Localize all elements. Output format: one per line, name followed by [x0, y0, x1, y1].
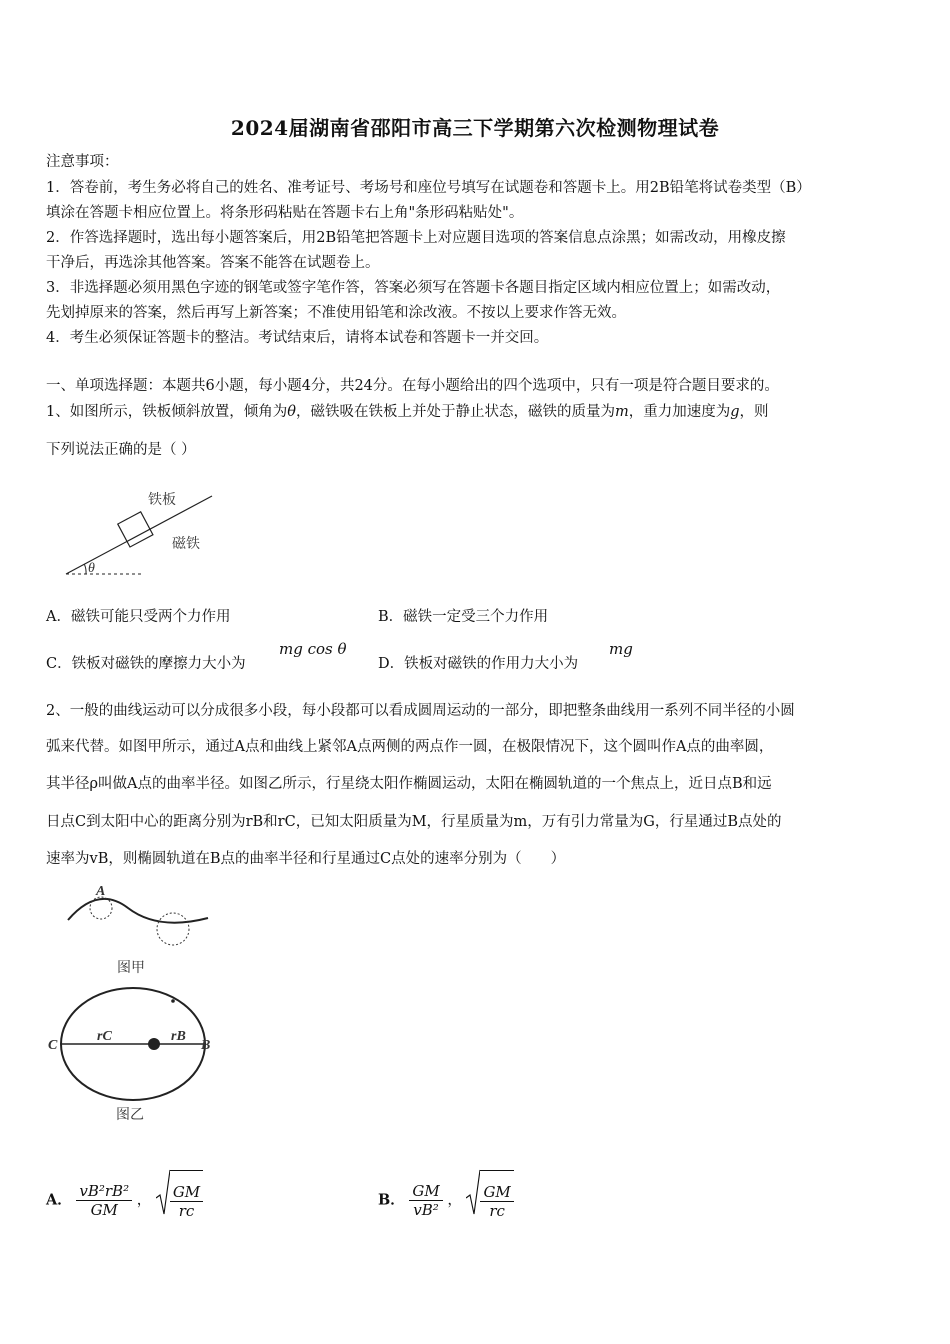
question-2-stem: 2、一般的曲线运动可以分成很多小段，每小段都可以看成圆周运动的一部分，即把整条曲线用一系列不同半径的小圆 — [46, 703, 795, 719]
angle-label: θ — [88, 561, 95, 576]
question-1-stem — [46, 402, 769, 422]
fraction-denominator: GM — [90, 1201, 118, 1219]
large-curvature-circle — [157, 913, 189, 945]
notice-line: 1．答卷前，考生务必将自己的姓名、准考证号、考场号和座位号填写在试题卷和答题卡上。用2B铅笔将试卷类型（B） — [46, 180, 811, 196]
q1-option-c: C．铁板对磁铁的摩擦力大小为 — [46, 656, 246, 672]
page-title: 2024届湖南省邵阳市高三下学期第六次检测物理试卷 — [230, 116, 720, 140]
radical-sign — [466, 1168, 480, 1218]
notice-line: 干净后，再选涂其他答案。答案不能答在试题卷上。 — [46, 255, 380, 271]
mass-symbol: m — [614, 404, 629, 420]
q1-option-a: A．磁铁可能只受两个力作用 — [46, 609, 231, 625]
q1-option-c-math: mg cos θ — [279, 640, 347, 658]
q1-option-d-math: mg — [609, 640, 633, 658]
separator: ， — [447, 1192, 462, 1209]
notice-heading: 注意事项： — [46, 154, 119, 170]
theta-symbol: θ — [287, 404, 296, 420]
q2-option-a-label: A． — [46, 1191, 72, 1209]
notice-line: 先划掉原来的答案，然后再写上新答案；不准使用铅笔和涂改液。不按以上要求作答无效。 — [46, 305, 626, 321]
ellipse-orbit-figure — [42, 985, 222, 1130]
q1-text: ，磁铁吸在铁板上并处于静止状态，磁铁的质量为 — [295, 404, 615, 420]
fraction-denominator: rc — [178, 1201, 195, 1220]
q1-option-d: D．铁板对磁铁的作用力大小为 — [378, 656, 579, 672]
q1-option-b: B．磁铁一定受三个力作用 — [378, 609, 549, 625]
question-2-stem: 速率为vB，则椭圆轨道在B点的曲率半径和行星通过C点处的速率分别为（ ） — [46, 851, 566, 867]
question-2-stem: 日点C到太阳中心的距离分别为rB和rC，已知太阳质量为M，行星质量为m，万有引力常量为G，行星通过B点处的 — [46, 814, 782, 830]
question-1-stem-line2: 下列说法正确的是（ ） — [46, 442, 196, 458]
fraction — [76, 1182, 132, 1219]
notice-line: 3．非选择题必须用黑色字迹的钢笔或签字笔作答，答案必须写在答题卡各题目指定区域内相应位置上；如需改动， — [46, 280, 781, 296]
fraction-numerator: vB²rB² — [76, 1182, 132, 1201]
angle-arc — [85, 565, 87, 574]
section-heading: 一、单项选择题：本题共6小题，每小题4分，共24分。在每小题给出的四个选项中，只有一项是符合题目要求的。 — [46, 378, 779, 394]
q1-text: ，则 — [739, 404, 769, 420]
radical-sign — [156, 1168, 170, 1218]
point-a-label: A — [96, 884, 106, 899]
fraction — [409, 1182, 442, 1219]
q2-option-b-label: B． — [378, 1191, 405, 1209]
incline-figure — [60, 482, 230, 582]
figure-2-caption: 图乙 — [116, 1108, 144, 1123]
question-2-stem: 其半径ρ叫做A点的曲率半径。如图乙所示，行星绕太阳作椭圆运动，太阳在椭圆轨道的一个焦点上，近日点B和远 — [46, 776, 772, 792]
curve-path — [68, 899, 208, 923]
point-c-label: C — [48, 1038, 58, 1053]
fraction-numerator: GM — [170, 1183, 203, 1202]
separator: ， — [136, 1192, 152, 1209]
plate-label: 铁板 — [148, 493, 176, 508]
notice-line: 填涂在答题卡相应位置上。将条形码粘贴在答题卡右上角"条形码粘贴处"。 — [46, 205, 524, 221]
curvature-figure — [60, 880, 220, 980]
planet-dot — [171, 999, 175, 1003]
magnet-label: 磁铁 — [172, 537, 200, 552]
square-root — [466, 1170, 513, 1231]
q2-option-b — [378, 1170, 514, 1230]
magnet-block — [118, 512, 153, 547]
fraction-denominator: vB² — [413, 1201, 439, 1219]
rb-label: rB — [171, 1029, 186, 1044]
sun-dot — [148, 1038, 160, 1050]
rc-label: rC — [97, 1029, 112, 1044]
square-root — [156, 1170, 203, 1231]
q1-text: ，重力加速度为 — [628, 404, 731, 420]
q1-text: 1、如图所示，铁板倾斜放置，倾角为 — [46, 404, 288, 420]
fraction-numerator: GM — [409, 1182, 442, 1201]
notice-line: 2．作答选择题时，选出每小题答案后，用2B铅笔把答题卡上对应题目选项的答案信息点涂黑；如需改动，用橡皮擦 — [46, 230, 786, 246]
figure-1-caption: 图甲 — [117, 961, 145, 976]
question-2-stem: 弧来代替。如图甲所示，通过A点和曲线上紧邻A点两侧的两点作一圆，在极限情况下，这个圆叫作A点的曲率圆， — [46, 739, 774, 755]
notice-line: 4．考生必须保证答题卡的整洁。考试结束后，请将本试卷和答题卡一并交回。 — [46, 330, 549, 346]
point-b-label: B — [201, 1038, 211, 1053]
fraction-numerator: GM — [480, 1183, 513, 1202]
q2-option-a — [46, 1170, 203, 1230]
gravity-symbol: g — [730, 404, 740, 420]
fraction-denominator: rc — [489, 1201, 505, 1220]
